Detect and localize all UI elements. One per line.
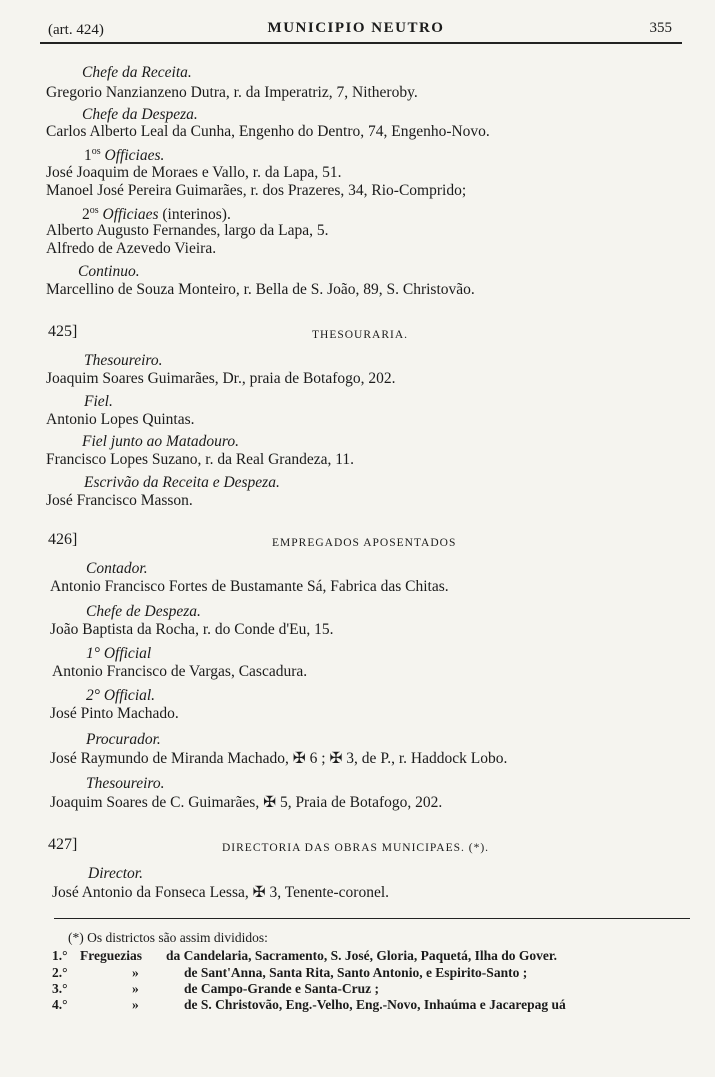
- header-title: MUNICIPIO NEUTRO: [267, 20, 445, 36]
- footnote-row-text: da Candelaria, Sacramento, S. José, Gloria, Paquetá, Ilha do Gover.: [166, 948, 558, 963]
- ordinal-number: 1: [84, 147, 92, 165]
- footnote-row-ditto: Freguezias: [80, 948, 142, 963]
- entry-chefe-receita: Gregorio Nanzianzeno Dutra, r. da Imperatriz, 7, Nitheroby.: [46, 84, 418, 101]
- role-title-fiel-matadouro: Fiel junto ao Matadouro.: [82, 433, 239, 450]
- footnote-row-num: 3.°: [52, 981, 68, 996]
- role-title-thesoureiro-aposentado: Thesoureiro.: [86, 775, 165, 792]
- ordinal-suffix: os: [91, 146, 101, 157]
- entry-chefe-despeza: Carlos Alberto Leal da Cunha, Engenho do Dentro, 74, Engenho-Novo.: [46, 123, 490, 140]
- page-number: 355: [649, 20, 672, 36]
- footnote-rule: [54, 918, 690, 919]
- entry-chefe-despeza-aposentado: João Baptista da Rocha, r. do Conde d'Eu, 15.: [50, 621, 334, 638]
- section-title-obras: DIRECTORIA DAS OBRAS MUNICIPAES. (*).: [222, 842, 490, 854]
- entry-primeiro-official: Antonio Francisco de Vargas, Cascadura.: [52, 663, 308, 680]
- role-title-procurador: Procurador.: [86, 731, 161, 748]
- role-title-primeiro-official: 1° Official: [86, 645, 152, 662]
- role-note: (interinos).: [162, 206, 231, 224]
- footnote-row-text: de Sant'Anna, Santa Rita, Santo Antonio, e Espirito-Santo ;: [184, 965, 528, 980]
- entry-continuo: Marcellino de Souza Monteiro, r. Bella de S. João, 89, S. Christovão.: [46, 281, 475, 298]
- role-title-fiel: Fiel.: [84, 393, 113, 410]
- section-number-427: 427]: [48, 836, 78, 853]
- entry-thesoureiro: Joaquim Soares Guimarães, Dr., praia de Botafogo, 202.: [46, 370, 396, 387]
- entry-fiel-matadouro: Francisco Lopes Suzano, r. da Real Grandeza, 11.: [46, 451, 355, 468]
- role-title-primeiros-officiaes: [84, 146, 164, 165]
- role-title-continuo: Continuo.: [78, 263, 140, 280]
- page-header: [40, 18, 672, 42]
- footnote-row-ditto: »: [132, 997, 139, 1012]
- entry-director: José Antonio da Fonseca Lessa, ✠ 3, Tenente-coronel.: [52, 884, 390, 901]
- footnote-row-text: de S. Christovão, Eng.-Velho, Eng.-Novo, Inhaúma e Jacarepag uá: [184, 997, 566, 1012]
- ordinal-number: 2: [82, 206, 90, 224]
- role-title-escrivao: Escrivão da Receita e Despeza.: [84, 474, 280, 491]
- ordinal-suffix: os: [89, 205, 99, 216]
- entry-fiel: Antonio Lopes Quintas.: [46, 411, 195, 428]
- header-rule: [40, 42, 682, 44]
- role-label: Officiaes.: [104, 147, 165, 165]
- section-title-thesouraria: THESOURARIA.: [312, 329, 409, 341]
- role-title-segundo-official: 2° Official.: [86, 687, 156, 704]
- role-title-chefe-receita: Chefe da Receita.: [82, 64, 192, 81]
- entry-contador: Antonio Francisco Fortes de Bustamante Sá, Fabrica das Chitas.: [50, 578, 449, 595]
- section-title-aposentados: EMPREGADOS APOSENTADOS: [272, 537, 457, 549]
- role-title-chefe-despeza: Chefe da Despeza.: [82, 106, 198, 123]
- entry-procurador: José Raymundo de Miranda Machado, ✠ 6 ; ✠ 3, de P., r. Haddock Lobo.: [50, 750, 508, 767]
- entry-segundo-official-1: Alberto Augusto Fernandes, largo da Lapa, 5.: [46, 222, 329, 239]
- footnote-row-num: 2.°: [52, 965, 68, 980]
- entry-primeiro-official-2: Manoel José Pereira Guimarães, r. dos Prazeres, 34, Rio-Comprido;: [46, 182, 467, 199]
- footnote-row-num: 4.°: [52, 997, 68, 1012]
- entry-thesoureiro-aposentado: Joaquim Soares de C. Guimarães, ✠ 5, Praia de Botafogo, 202.: [50, 794, 443, 811]
- entry-primeiro-official-1: José Joaquim de Moraes e Vallo, r. da Lapa, 51.: [46, 164, 342, 181]
- header-article-ref: (art. 424): [48, 22, 104, 38]
- footnote-intro: (*) Os districtos são assim divididos:: [68, 930, 268, 945]
- footnote-row-text: de Campo-Grande e Santa-Cruz ;: [184, 981, 379, 996]
- role-label: Officiaes: [102, 206, 159, 224]
- role-title-director: Director.: [88, 865, 143, 882]
- footnote-row-num: 1.°: [52, 948, 68, 963]
- role-title-thesoureiro: Thesoureiro.: [84, 352, 163, 369]
- footnote-row-ditto: »: [132, 981, 139, 996]
- section-number-425: 425]: [48, 323, 78, 340]
- entry-segundo-official: José Pinto Machado.: [50, 705, 179, 722]
- role-title-chefe-despeza-aposentado: Chefe de Despeza.: [86, 603, 201, 620]
- entry-escrivao: José Francisco Masson.: [46, 492, 193, 509]
- section-number-426: 426]: [48, 531, 78, 548]
- role-title-contador: Contador.: [86, 560, 148, 577]
- footnote-row-ditto: »: [132, 965, 139, 980]
- entry-segundo-official-2: Alfredo de Azevedo Vieira.: [46, 240, 217, 257]
